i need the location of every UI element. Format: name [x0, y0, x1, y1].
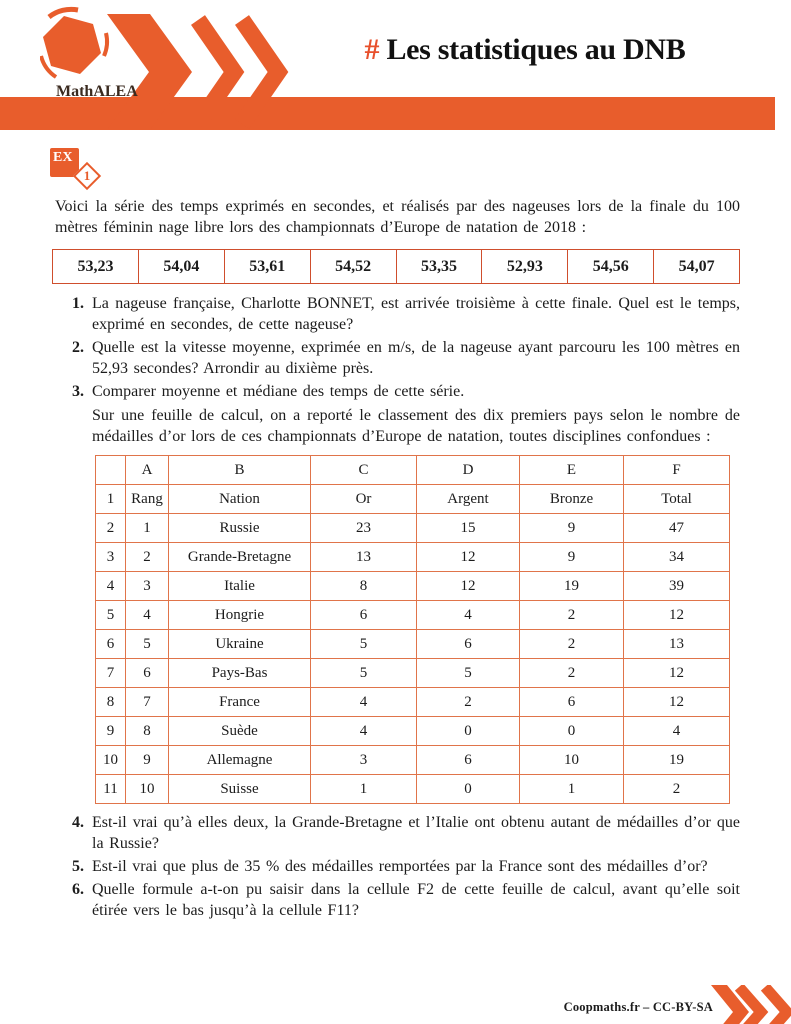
sheet-column-header-row: [96, 456, 730, 485]
title-hash: #: [364, 33, 380, 66]
sheet-cell: 4: [311, 717, 417, 746]
sheet-cell: 9: [126, 746, 169, 775]
sheet-row-number: 6: [96, 630, 126, 659]
time-cell: 53,35: [396, 250, 482, 284]
sheet-cell: Total: [624, 485, 730, 514]
sheet-cell: 10: [126, 775, 169, 804]
sheet-row: [96, 572, 730, 601]
sheet-cell: 4: [417, 601, 520, 630]
mathalea-logo-icon: [40, 6, 160, 106]
sheet-col-header: D: [417, 456, 520, 485]
question-item-4: [55, 812, 740, 854]
question-text: Quelle est la vitesse moyenne, exprimée en m/s, de la nageuse ayant parcouru les 100 mètres en 52,93 secondes? Arrondir au dixième près.: [92, 339, 740, 377]
question-list-1: [55, 293, 740, 402]
footer-credit: Coopmaths.fr – CC-BY-SA: [563, 1000, 713, 1014]
question-item-6: [55, 879, 740, 921]
sheet-row-number: 11: [96, 775, 126, 804]
sheet-row: [96, 630, 730, 659]
footer-chevrons-icon: [711, 985, 791, 1024]
times-row: [53, 250, 740, 284]
title-text: Les statistiques au DNB: [386, 33, 686, 66]
time-cell: 54,52: [310, 250, 396, 284]
sheet-row-number: 8: [96, 688, 126, 717]
sheet-cell: Italie: [169, 572, 311, 601]
sheet-cell: 19: [624, 746, 730, 775]
question-text: Quelle formule a-t-on pu saisir dans la cellule F2 de cette feuille de calcul, avant qu’elle soit étirée vers le bas jusqu’à la cellule F11?: [92, 881, 740, 919]
page-title: [320, 31, 730, 69]
sheet-cell: Ukraine: [169, 630, 311, 659]
sheet-cell: Russie: [169, 514, 311, 543]
sheet-cell: 12: [624, 601, 730, 630]
spreadsheet-table: [95, 455, 730, 804]
sheet-cell: 12: [417, 572, 520, 601]
sheet-cell: Bronze: [520, 485, 624, 514]
question-number: 1.: [72, 295, 84, 312]
sheet-row-number: 2: [96, 514, 126, 543]
sheet-col-header: C: [311, 456, 417, 485]
sheet-row: [96, 601, 730, 630]
sheet-cell: 34: [624, 543, 730, 572]
exercise-badge: [50, 148, 112, 198]
sheet-row-number: 7: [96, 659, 126, 688]
question-list-2: [55, 812, 740, 921]
time-cell: 54,07: [654, 250, 740, 284]
sheet-cell: 1: [311, 775, 417, 804]
question-item-5: [55, 856, 740, 877]
sheet-cell: Allemagne: [169, 746, 311, 775]
sheet-row-number: 1: [96, 485, 126, 514]
sheet-cell: 7: [126, 688, 169, 717]
sheet-cell: 15: [417, 514, 520, 543]
question-text: Est-il vrai qu’à elles deux, la Grande-Bretagne et l’Italie ont obtenu autant de médailles d’or que la Russie?: [92, 814, 740, 852]
sheet-cell: 39: [624, 572, 730, 601]
sheet-row: [96, 775, 730, 804]
exercise-number: 1: [83, 168, 91, 183]
question-number: 5.: [72, 858, 84, 875]
sheet-cell: Suisse: [169, 775, 311, 804]
sheet-cell: 5: [417, 659, 520, 688]
sheet-cell: 2: [417, 688, 520, 717]
sheet-cell: 13: [311, 543, 417, 572]
sheet-cell: 13: [624, 630, 730, 659]
sheet-cell: 6: [126, 659, 169, 688]
logo-text: MathALEA: [56, 83, 138, 100]
intro-paragraph: Voici la série des temps exprimés en secondes, et réalisés par des nageuses lors de la finale du 100 mètres féminin nage libre lors des championnats d’Europe de natation de 2018 :: [55, 198, 740, 236]
sheet-row: [96, 543, 730, 572]
sheet-row-number: 4: [96, 572, 126, 601]
sheet-col-header: B: [169, 456, 311, 485]
sheet-row-number: 9: [96, 717, 126, 746]
question-number: 2.: [72, 339, 84, 356]
sheet-cell: 2: [520, 601, 624, 630]
sheet-row: [96, 514, 730, 543]
sheet-cell: 0: [417, 717, 520, 746]
sheet-cell: 12: [624, 688, 730, 717]
sheet-cell: 12: [624, 659, 730, 688]
sheet-cell: 6: [417, 630, 520, 659]
times-table: [52, 249, 740, 284]
question-text: La nageuse française, Charlotte BONNET, est arrivée troisième à cette finale. Quel est le temps, exprimé en secondes, de cette nageuse?: [92, 295, 740, 333]
sheet-cell: 9: [520, 514, 624, 543]
time-cell: 53,23: [53, 250, 139, 284]
sheet-corner-cell: [96, 456, 126, 485]
sheet-cell: Hongrie: [169, 601, 311, 630]
sheet-cell: 4: [311, 688, 417, 717]
sheet-row: [96, 746, 730, 775]
sheet-cell: 0: [520, 717, 624, 746]
sheet-cell: 4: [624, 717, 730, 746]
sheet-cell: Rang: [126, 485, 169, 514]
sheet-cell: 8: [126, 717, 169, 746]
sheet-row: [96, 717, 730, 746]
sheet-cell: Argent: [417, 485, 520, 514]
question-item-3: [55, 381, 740, 402]
sheet-row-number: 10: [96, 746, 126, 775]
exercise-badge-label: EX: [53, 150, 73, 165]
sheet-cell: 6: [311, 601, 417, 630]
time-cell: 54,56: [568, 250, 654, 284]
sheet-cell: 2: [624, 775, 730, 804]
sheet-cell: 5: [311, 630, 417, 659]
sheet-cell: 10: [520, 746, 624, 775]
spreadsheet-intro-paragraph: Sur une feuille de calcul, on a reporté le classement des dix premiers pays selon le nombre de médailles d’or lors de ces championnats d’Europe de natation, toutes disciplines confondues :: [92, 407, 740, 445]
sheet-cell: Grande-Bretagne: [169, 543, 311, 572]
sheet-row-number: 5: [96, 601, 126, 630]
sheet-cell: 5: [126, 630, 169, 659]
question-number: 4.: [72, 814, 84, 831]
time-cell: 54,04: [138, 250, 224, 284]
sheet-cell: 23: [311, 514, 417, 543]
question-item-2: [55, 337, 740, 379]
sheet-col-header: F: [624, 456, 730, 485]
sheet-cell: Or: [311, 485, 417, 514]
sheet-cell: 6: [417, 746, 520, 775]
sheet-row: [96, 659, 730, 688]
sheet-cell: 0: [417, 775, 520, 804]
question-number: 6.: [72, 881, 84, 898]
sheet-cell: 5: [311, 659, 417, 688]
sheet-cell: 6: [520, 688, 624, 717]
sheet-cell: 19: [520, 572, 624, 601]
sheet-col-header: E: [520, 456, 624, 485]
sheet-cell: 2: [520, 659, 624, 688]
sheet-cell: 2: [520, 630, 624, 659]
question-text: Est-il vrai que plus de 35 % des médailles remportées par la France sont des médailles d’or?: [92, 858, 708, 875]
sheet-cell: France: [169, 688, 311, 717]
sheet-row-number: 3: [96, 543, 126, 572]
time-cell: 53,61: [224, 250, 310, 284]
sheet-cell: 4: [126, 601, 169, 630]
time-cell: 52,93: [482, 250, 568, 284]
sheet-cell: 1: [520, 775, 624, 804]
sheet-row: [96, 688, 730, 717]
sheet-cell: Pays-Bas: [169, 659, 311, 688]
sheet-row: [96, 485, 730, 514]
sheet-cell: 9: [520, 543, 624, 572]
sheet-cell: 3: [126, 572, 169, 601]
main-content: [55, 196, 740, 923]
sheet-cell: 2: [126, 543, 169, 572]
question-text: Comparer moyenne et médiane des temps de cette série.: [92, 383, 465, 400]
sheet-cell: 47: [624, 514, 730, 543]
sheet-cell: 3: [311, 746, 417, 775]
question-item-1: [55, 293, 740, 335]
sheet-cell: Suède: [169, 717, 311, 746]
sheet-cell: 8: [311, 572, 417, 601]
sheet-cell: Nation: [169, 485, 311, 514]
question-number: 3.: [72, 383, 84, 400]
sheet-cell: 12: [417, 543, 520, 572]
sheet-col-header: A: [126, 456, 169, 485]
sheet-cell: 1: [126, 514, 169, 543]
